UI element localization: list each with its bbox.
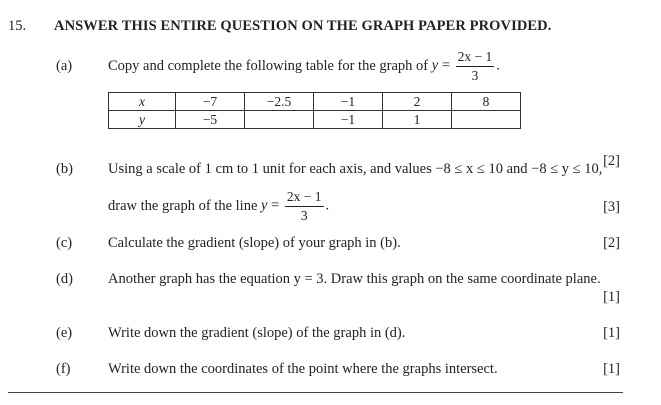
part-b-end: . — [325, 197, 330, 214]
part-a-end: . — [496, 57, 500, 74]
part-e-label: (e) — [56, 325, 73, 341]
part-a-label: (a) — [56, 58, 73, 74]
table-row-y — [109, 111, 521, 129]
table-x-cell: −2.5 — [245, 93, 314, 111]
part-d-marks: [1] — [603, 289, 620, 305]
part-e-marks: [1] — [603, 325, 620, 341]
values-table — [108, 92, 521, 129]
part-a-numerator: 2x − 1 — [456, 50, 495, 67]
part-b-numerator: 2x − 1 — [285, 190, 324, 207]
bottom-divider — [8, 392, 623, 393]
part-b-label: (b) — [56, 161, 73, 177]
table-y-cell: −5 — [176, 111, 245, 129]
part-d-label: (d) — [56, 271, 73, 287]
part-a-marks: [2] — [603, 153, 620, 169]
part-e-text: Write down the gradient (slope) of the graph in (d). — [108, 325, 406, 341]
part-d-text: Another graph has the equation y = 3. Draw this graph on the same coordinate plane. — [108, 271, 601, 287]
part-c-marks: [2] — [603, 235, 620, 251]
question-header: ANSWER THIS ENTIRE QUESTION ON THE GRAPH PAPER PROVIDED. — [54, 18, 552, 34]
part-b-instruction: draw the graph of the line — [108, 197, 258, 214]
part-c-label: (c) — [56, 235, 73, 251]
table-y-cell — [452, 111, 521, 129]
part-f-marks: [1] — [603, 361, 620, 377]
part-b-fraction — [285, 190, 324, 222]
part-c-text: Calculate the gradient (slope) of your graph in (b). — [108, 235, 401, 251]
part-b-denominator: 3 — [300, 207, 308, 223]
table-x-cell: 8 — [452, 93, 521, 111]
part-a-denominator: 3 — [471, 67, 479, 83]
part-b-equals: = — [271, 197, 280, 214]
part-a-equals: = — [441, 57, 450, 74]
part-a-instruction: Copy and complete the following table for the graph of — [108, 57, 429, 74]
table-y-cell — [245, 111, 314, 129]
table-row-x — [109, 93, 521, 111]
part-f-text: Write down the coordinates of the point where the graphs intersect. — [108, 361, 498, 377]
part-a-text — [108, 50, 500, 82]
table-y-cell: 1 — [383, 111, 452, 129]
part-a-fraction — [456, 50, 495, 82]
table-x-cell: 2 — [383, 93, 452, 111]
part-b-var: y — [261, 197, 268, 214]
part-f-label: (f) — [56, 361, 71, 377]
table-x-cell: −7 — [176, 93, 245, 111]
part-b-line1: Using a scale of 1 cm to 1 unit for each axis, and values −8 ≤ x ≤ 10 and −8 ≤ y ≤ 10, — [108, 161, 603, 177]
part-b-line2 — [108, 190, 329, 222]
table-x-cell: −1 — [314, 93, 383, 111]
question-number: 15. — [8, 18, 27, 34]
part-b-marks: [3] — [603, 199, 620, 215]
table-y-cell: −1 — [314, 111, 383, 129]
table-x-header: x — [139, 93, 145, 109]
part-a-var: y — [431, 57, 439, 74]
table-y-header: y — [139, 111, 145, 127]
